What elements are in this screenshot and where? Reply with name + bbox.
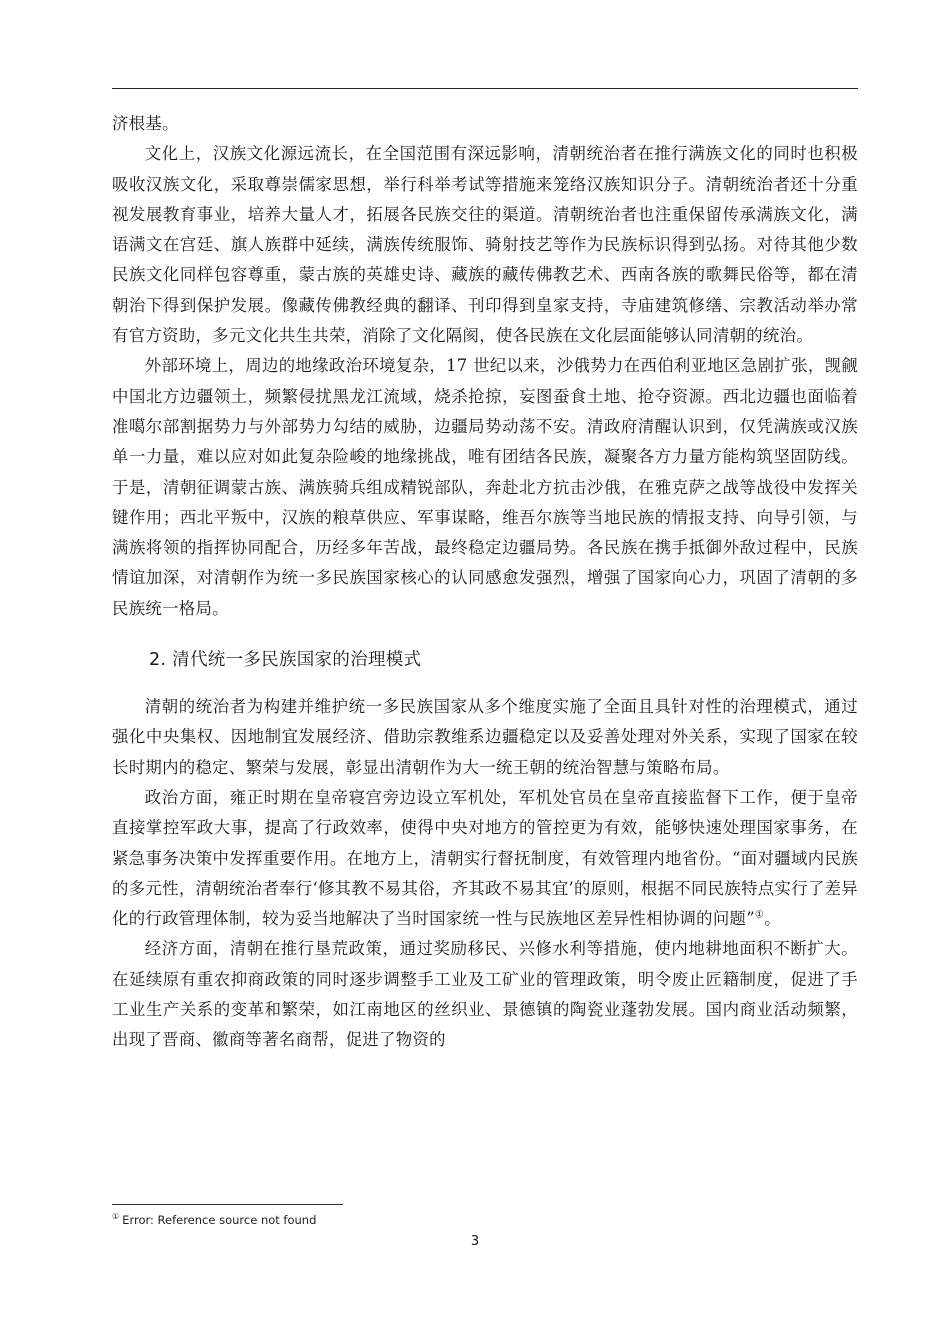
footnote bbox=[112, 1212, 316, 1227]
paragraph-economy: 经济方面，清朝在推行垦荒政策，通过奖励移民、兴修水利等措施，使内地耕地面积不断扩大。在延续原有重农抑商政策的同时逐步调整手工业及工矿业的管理政策，明令废止匠籍制度，促进了手工业生产关系的变革和繁荣，如江南地区的丝织业、景德镇的陶瓷业蓬勃发展。国内商业活动频繁，出现了晋商、徽商等著名商帮，促进了物资的 bbox=[112, 939, 858, 1050]
sentence-end: 。 bbox=[764, 909, 781, 929]
paragraph-continuation: 济根基。 bbox=[112, 114, 179, 133]
document-body bbox=[112, 109, 858, 1056]
paragraph-governance-intro: 清朝的统治者为构建并维护统一多民族国家从多个维度实施了全面且具针对性的治理模式，通过强化中央集权、因地制宜发展经济、借助宗教维系边疆稳定以及妥善处理对外关系，实现了国家在较长时期内的稳定、繁荣与发展，彰显出清朝作为大一统王朝的统治智慧与策略布局。 bbox=[112, 697, 858, 777]
header-rule bbox=[112, 88, 858, 89]
paragraph-external-environment: 外部环境上，周边的地缘政治环境复杂，17 世纪以来，沙俄势力在西伯利亚地区急剧扩张，觊觎中国北方边疆领土，频繁侵扰黑龙江流域，烧杀抢掠，妄图蚕食土地、抢夺资源。西北边疆也面临着准噶尔部割据势力与外部势力勾结的威胁，边疆局势动荡不安。清政府清醒认识到，仅凭满族或汉族单一力量，难以应对如此复杂险峻的地缘挑战，唯有团结各民族，凝聚各方力量方能构筑坚固防线。于是，清朝征调蒙古族、满族骑兵组成精锐部队，奔赴北方抗击沙俄，在雅克萨之战等战役中发挥关键作用；西北平叛中，汉族的粮草供应、军事谋略，维吾尔族等当地民族的情报支持、向导引领，与满族将领的指挥协同配合，历经多年苦战，最终稳定边疆局势。各民族在携手抵御外敌过程中，民族情谊加深，对清朝作为统一多民族国家核心的认同感愈发强烈，增强了国家向心力，巩固了清朝的多民族统一格局。 bbox=[112, 356, 858, 618]
footnote-text: Error: Reference source not found bbox=[122, 1212, 317, 1227]
page-number: 3 bbox=[470, 1234, 480, 1249]
paragraph-culture: 文化上，汉族文化源远流长，在全国范围有深远影响，清朝统治者在推行满族文化的同时也积极吸收汉族文化，采取尊崇儒家思想，举行科举考试等措施来笼络汉族知识分子。清朝统治者还十分重视发展教育事业，培养大量人才，拓展各民族交往的渠道。清朝统治者也注重保留传承满族文化，满语满文在宫廷、旗人族群中延续，满族传统服饰、骑射技艺等作为民族标识得到弘扬。对待其他少数民族文化同样包容尊重，蒙古族的英雄史诗、藏族的藏传佛教艺术、西南各族的歌舞民俗等，都在清朝治下得到保护发展。像藏传佛教经典的翻译、刊印得到皇家支持，寺庙建筑修缮、宗教活动举办常有官方资助，多元文化共生共荣，消除了文化隔阂，使各民族在文化层面能够认同清朝的统治。 bbox=[112, 144, 858, 346]
section-heading: 2. 清代统一多民族国家的治理模式 bbox=[149, 650, 422, 671]
footnote-separator bbox=[112, 1204, 343, 1205]
paragraph-politics-text: 政治方面，雍正时期在皇帝寝宫旁边设立军机处，军机处官员在皇帝直接监督下工作，便于皇帝直接掌控军政大事，提高了行政效率，使得中央对地方的管控更为有效，能够快速处理国家事务，在紧急事务决策中发挥重要作用。在地方上，清朝实行督抚制度，有效管理内地省份。“面对疆域内民族的多元性，清朝统治者奉行‘修其教不易其俗，齐其政不易其宜’的原则，根据不同民族特点实行了差异化的行政管理体制，较为妥当地解决了当时国家统一性与民族地区差异性相协调的问题” bbox=[112, 787, 858, 929]
footnote-mark: ① bbox=[112, 1212, 120, 1221]
paragraph-politics bbox=[112, 783, 858, 934]
footnote-reference[interactable]: ① bbox=[754, 909, 765, 921]
